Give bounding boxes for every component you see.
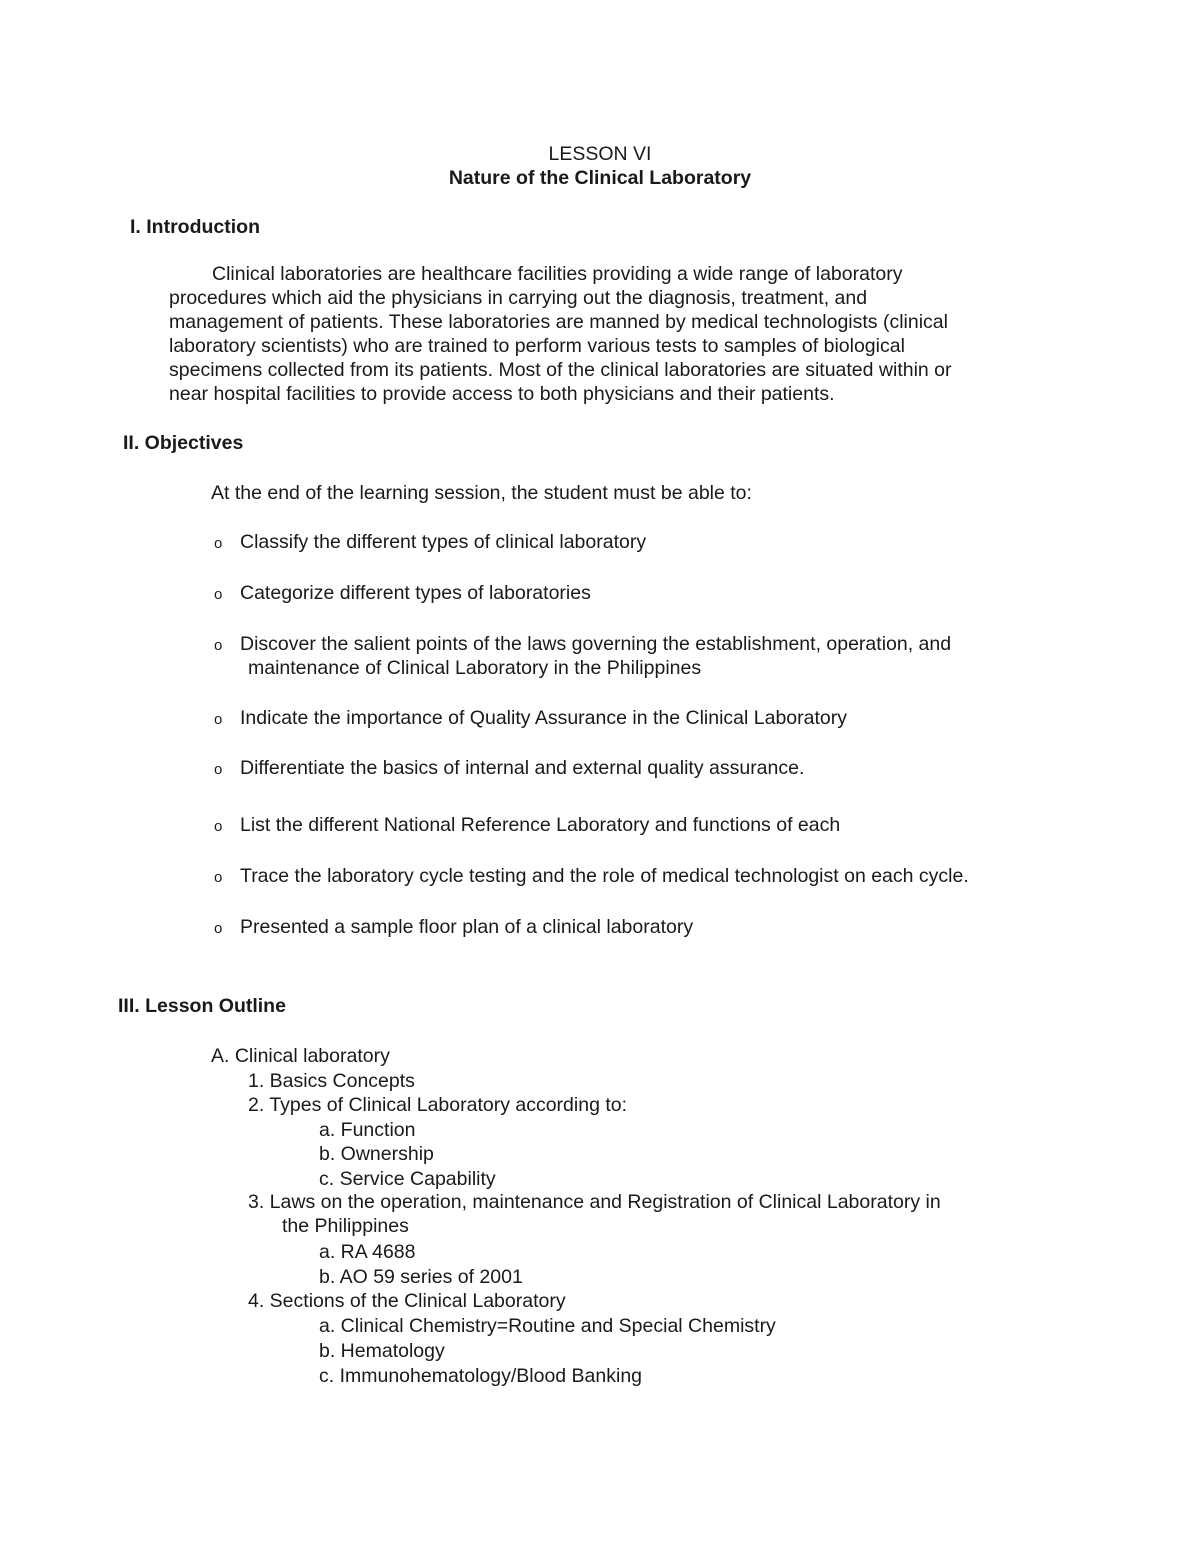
intro-line: laboratory scientists) who are trained to perform various tests to samples of biological xyxy=(169,335,905,357)
outline-item: A. Clinical laboratory xyxy=(211,1045,390,1067)
bullet-icon: o xyxy=(214,761,223,778)
introduction-heading: I. Introduction xyxy=(130,216,260,238)
objectives-lead: At the end of the learning session, the student must be able to: xyxy=(211,482,752,504)
objective-item: Indicate the importance of Quality Assurance in the Clinical Laboratory xyxy=(240,707,847,729)
objective-item: Discover the salient points of the laws governing the establishment, operation, and xyxy=(240,633,952,655)
outline-item: 4. Sections of the Clinical Laboratory xyxy=(248,1290,566,1312)
objectives-heading: II. Objectives xyxy=(123,432,244,454)
bullet-icon: o xyxy=(214,869,223,886)
outline-item: c. Immunohematology/Blood Banking xyxy=(319,1365,643,1387)
objective-item: List the different National Reference Laboratory and functions of each xyxy=(240,814,841,836)
bullet-icon: o xyxy=(214,920,223,937)
outline-item: b. Ownership xyxy=(319,1143,434,1165)
objective-item: Categorize different types of laboratories xyxy=(240,582,591,604)
intro-line: procedures which aid the physicians in carrying out the diagnosis, treatment, and xyxy=(169,287,868,309)
bullet-icon: o xyxy=(214,586,223,603)
intro-line: near hospital facilities to provide access to both physicians and their patients. xyxy=(169,383,835,405)
objective-item: Differentiate the basics of internal and external quality assurance. xyxy=(240,757,805,779)
outline-item-continuation: the Philippines xyxy=(282,1215,409,1237)
outline-item: a. RA 4688 xyxy=(319,1241,416,1263)
outline-item: a. Function xyxy=(319,1119,416,1141)
lesson-number: LESSON VI xyxy=(548,143,652,165)
objective-item: Classify the different types of clinical laboratory xyxy=(240,531,647,553)
outline-item: c. Service Capability xyxy=(319,1168,496,1190)
introduction-paragraph xyxy=(169,262,1069,406)
bullet-icon: o xyxy=(214,637,223,654)
objective-item-continuation: maintenance of Clinical Laboratory in the Philippines xyxy=(248,657,702,679)
outline-item: 1. Basics Concepts xyxy=(248,1070,415,1092)
outline-item: b. Hematology xyxy=(319,1340,445,1362)
bullet-icon: o xyxy=(214,818,223,835)
page-title: Nature of the Clinical Laboratory xyxy=(448,167,752,189)
bullet-icon: o xyxy=(214,535,223,552)
outline-item: 2. Types of Clinical Laboratory according to: xyxy=(248,1094,628,1116)
outline-item: b. AO 59 series of 2001 xyxy=(319,1266,523,1288)
outline-item: 3. Laws on the operation, maintenance and Registration of Clinical Laboratory in xyxy=(248,1191,941,1213)
objective-item: Trace the laboratory cycle testing and the role of medical technologist on each cycle. xyxy=(240,865,969,887)
intro-line: specimens collected from its patients. Most of the clinical laboratories are situated within or xyxy=(169,359,952,381)
outline-heading: III. Lesson Outline xyxy=(118,995,286,1017)
objective-item: Presented a sample floor plan of a clinical laboratory xyxy=(240,916,694,938)
intro-line: management of patients. These laboratories are manned by medical technologists (clinical xyxy=(169,311,948,333)
bullet-icon: o xyxy=(214,711,223,728)
intro-line: Clinical laboratories are healthcare facilities providing a wide range of laboratory xyxy=(212,263,903,285)
outline-item: a. Clinical Chemistry=Routine and Special Chemistry xyxy=(319,1315,776,1337)
